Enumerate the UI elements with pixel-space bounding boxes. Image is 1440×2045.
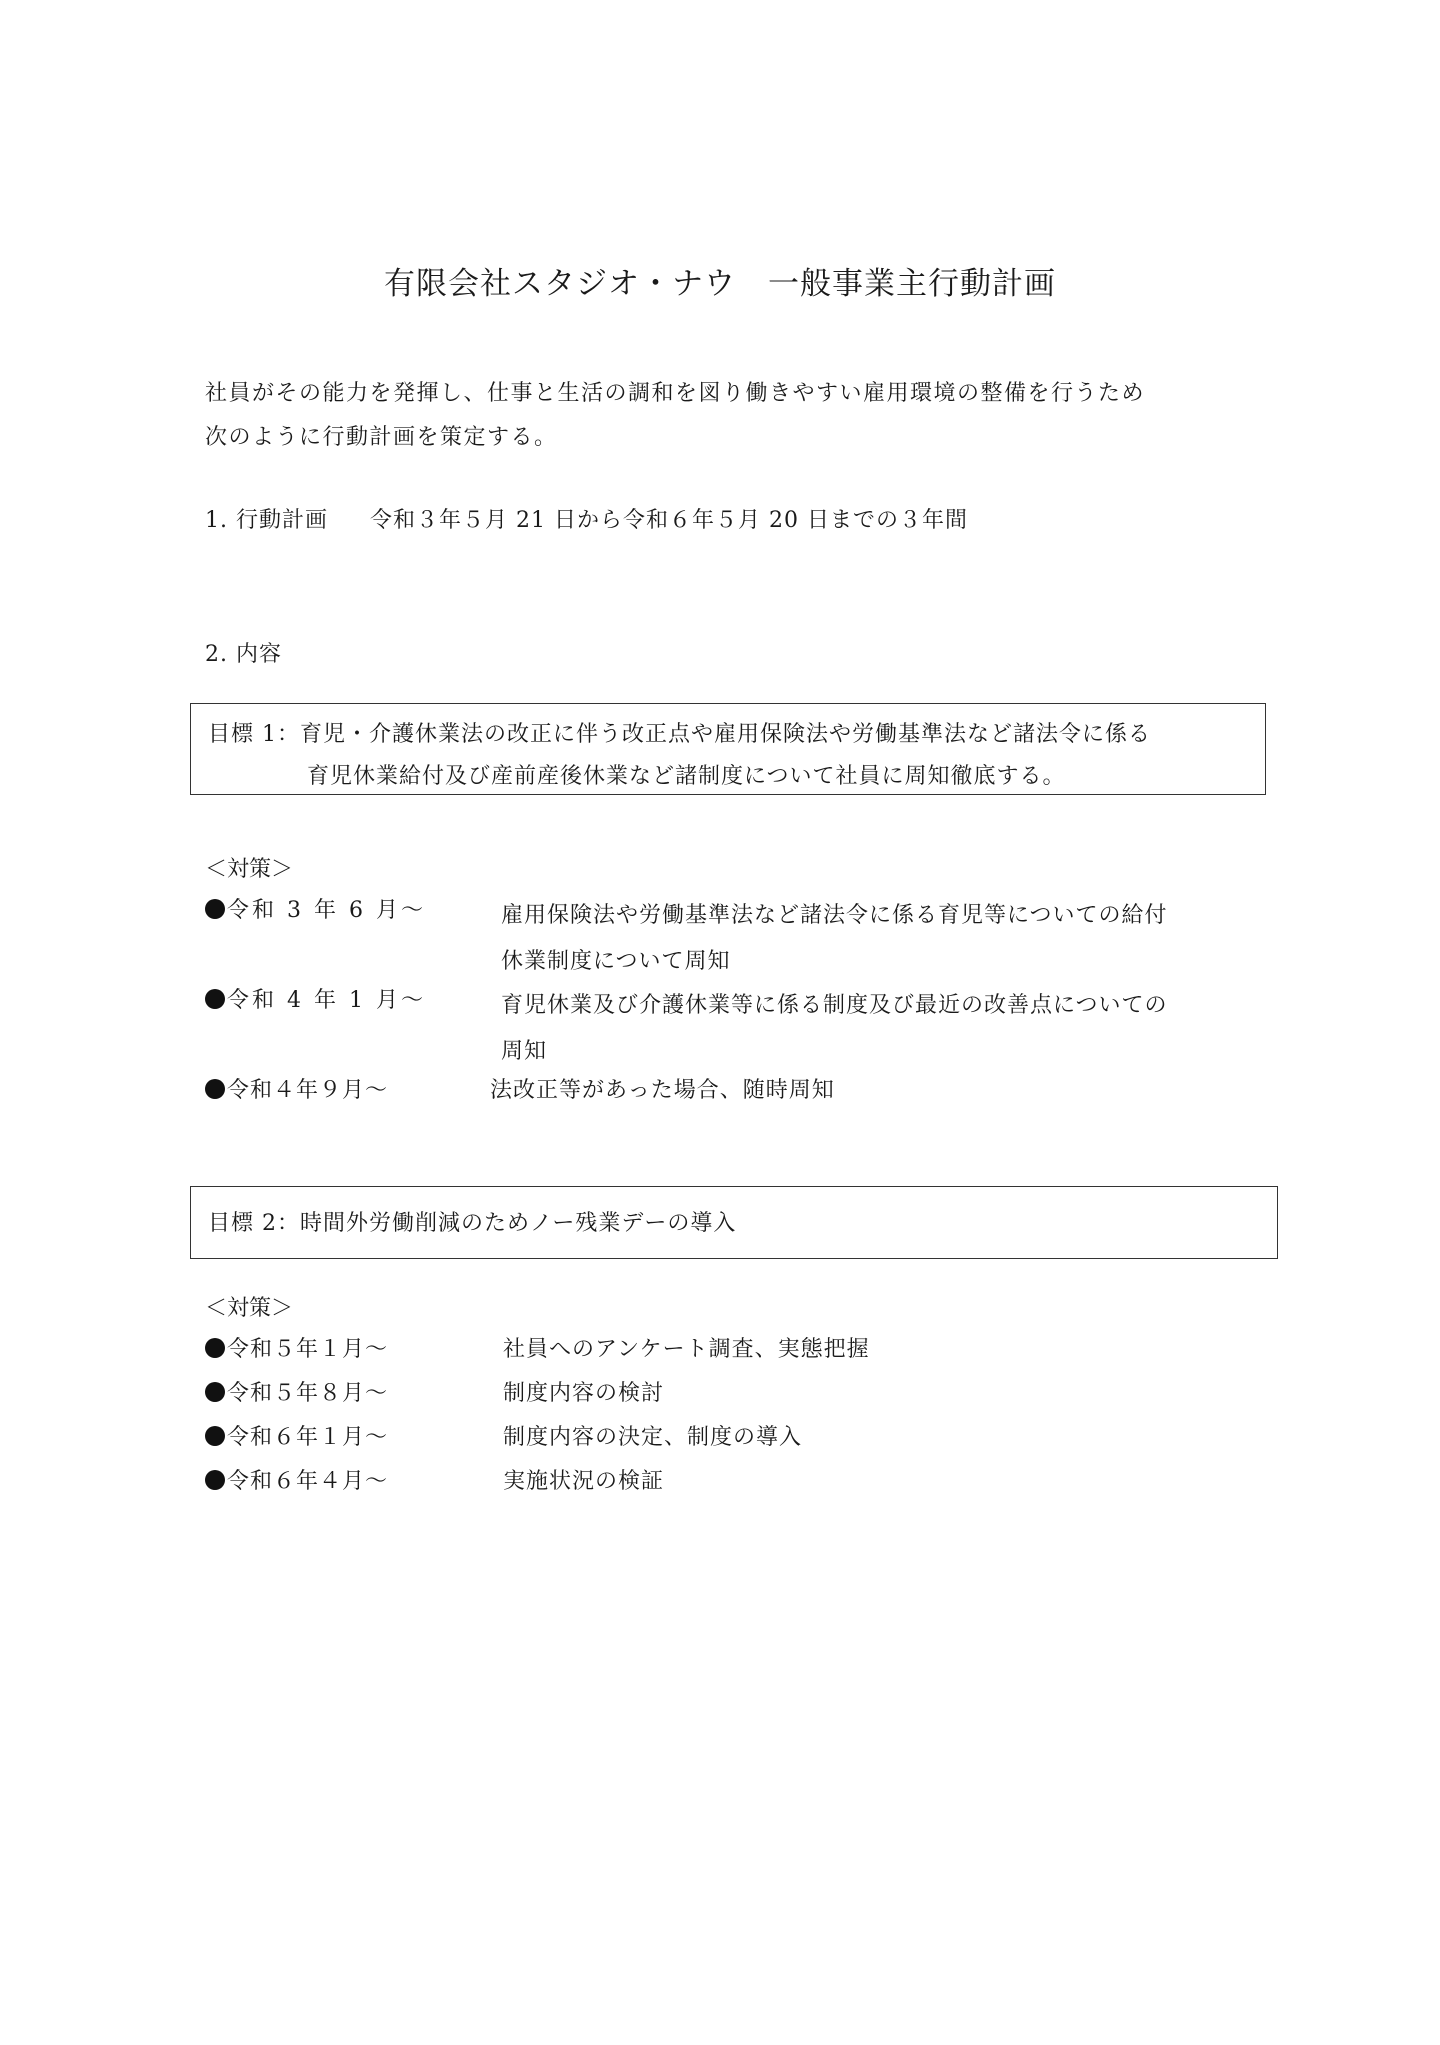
bullet-icon <box>205 1338 225 1358</box>
measure-desc: 制度内容の決定、制度の導入 <box>503 1425 803 1450</box>
measure-desc <box>501 893 1168 985</box>
goal-2-line-1: 目標 2：時間外労働削減のためノー残業デーの導入 <box>208 1211 737 1236</box>
page-title: 有限会社スタジオ・ナウ 一般事業主行動計画 <box>384 266 1056 302</box>
measure-desc <box>501 983 1168 1075</box>
goal-1-box <box>190 703 1266 795</box>
measure-date: 令和６年１月～ <box>227 1425 389 1450</box>
intro-line-1: 社員がその能力を発揮し、仕事と生活の調和を図り働きやすい雇用環境の整備を行うため <box>205 381 1146 406</box>
measure-desc-line-1: 法改正等があった場合、随時周知 <box>490 1078 835 1103</box>
measure-desc-line-2: 周知 <box>501 1039 548 1064</box>
goal-1-line-1: 目標 1：育児・介護休業法の改正に伴う改正点や雇用保険法や労働基準法など諸法令に係る <box>208 722 1151 747</box>
measure-date: 令和 3 年 6 月～ <box>227 898 426 923</box>
section-1-label: 1. 行動計画 <box>205 508 328 533</box>
measure-date: 令和 4 年 1 月～ <box>227 988 426 1013</box>
bullet-icon <box>205 1470 225 1490</box>
section-2-label: 2. 内容 <box>205 642 282 667</box>
measure-desc: 社員へのアンケート調査、実態把握 <box>503 1337 870 1362</box>
measure-date: 令和５年１月～ <box>227 1337 389 1362</box>
measure-date: 令和５年８月～ <box>227 1381 389 1406</box>
goal-1-measures-label: ＜対策＞ <box>205 857 294 882</box>
measure-desc: 実施状況の検証 <box>503 1469 665 1494</box>
measure-desc <box>490 1073 835 1104</box>
bullet-icon <box>205 1426 225 1446</box>
measure-desc-line-1: 育児休業及び介護休業等に係る制度及び最近の改善点についての <box>501 993 1168 1018</box>
bullet-icon <box>205 899 225 919</box>
measure-desc-line-2: 休業制度について周知 <box>501 949 731 974</box>
measure-date: 令和６年４月～ <box>227 1469 389 1494</box>
measure-date: 令和４年９月～ <box>227 1078 389 1103</box>
section-1-period: 令和３年５月 21 日から令和６年５月 20 日までの３年間 <box>370 508 968 533</box>
goal-1-line-2: 育児休業給付及び産前産後休業など諸制度について社員に周知徹底する。 <box>307 764 1066 789</box>
bullet-icon <box>205 1079 225 1099</box>
intro-paragraph <box>205 372 1145 460</box>
goal-1-measure-2 <box>205 983 1168 1064</box>
goal-2-measure-4 <box>205 1464 665 1495</box>
goal-1-measure-1 <box>205 893 1168 974</box>
bullet-icon <box>205 989 225 1009</box>
measure-desc-line-1: 雇用保険法や労働基準法など諸法令に係る育児等についての給付 <box>501 903 1168 928</box>
goal-2-box <box>190 1186 1278 1259</box>
goal-2-measure-2 <box>205 1376 665 1407</box>
goal-2-measure-1 <box>205 1332 870 1363</box>
measure-desc: 制度内容の検討 <box>503 1381 665 1406</box>
bullet-icon <box>205 1382 225 1402</box>
goal-2-measures-label: ＜対策＞ <box>205 1296 294 1321</box>
goal-1-measure-3 <box>205 1073 835 1104</box>
intro-line-2: 次のように行動計画を策定する。 <box>205 425 558 450</box>
goal-2-measure-3 <box>205 1420 803 1451</box>
